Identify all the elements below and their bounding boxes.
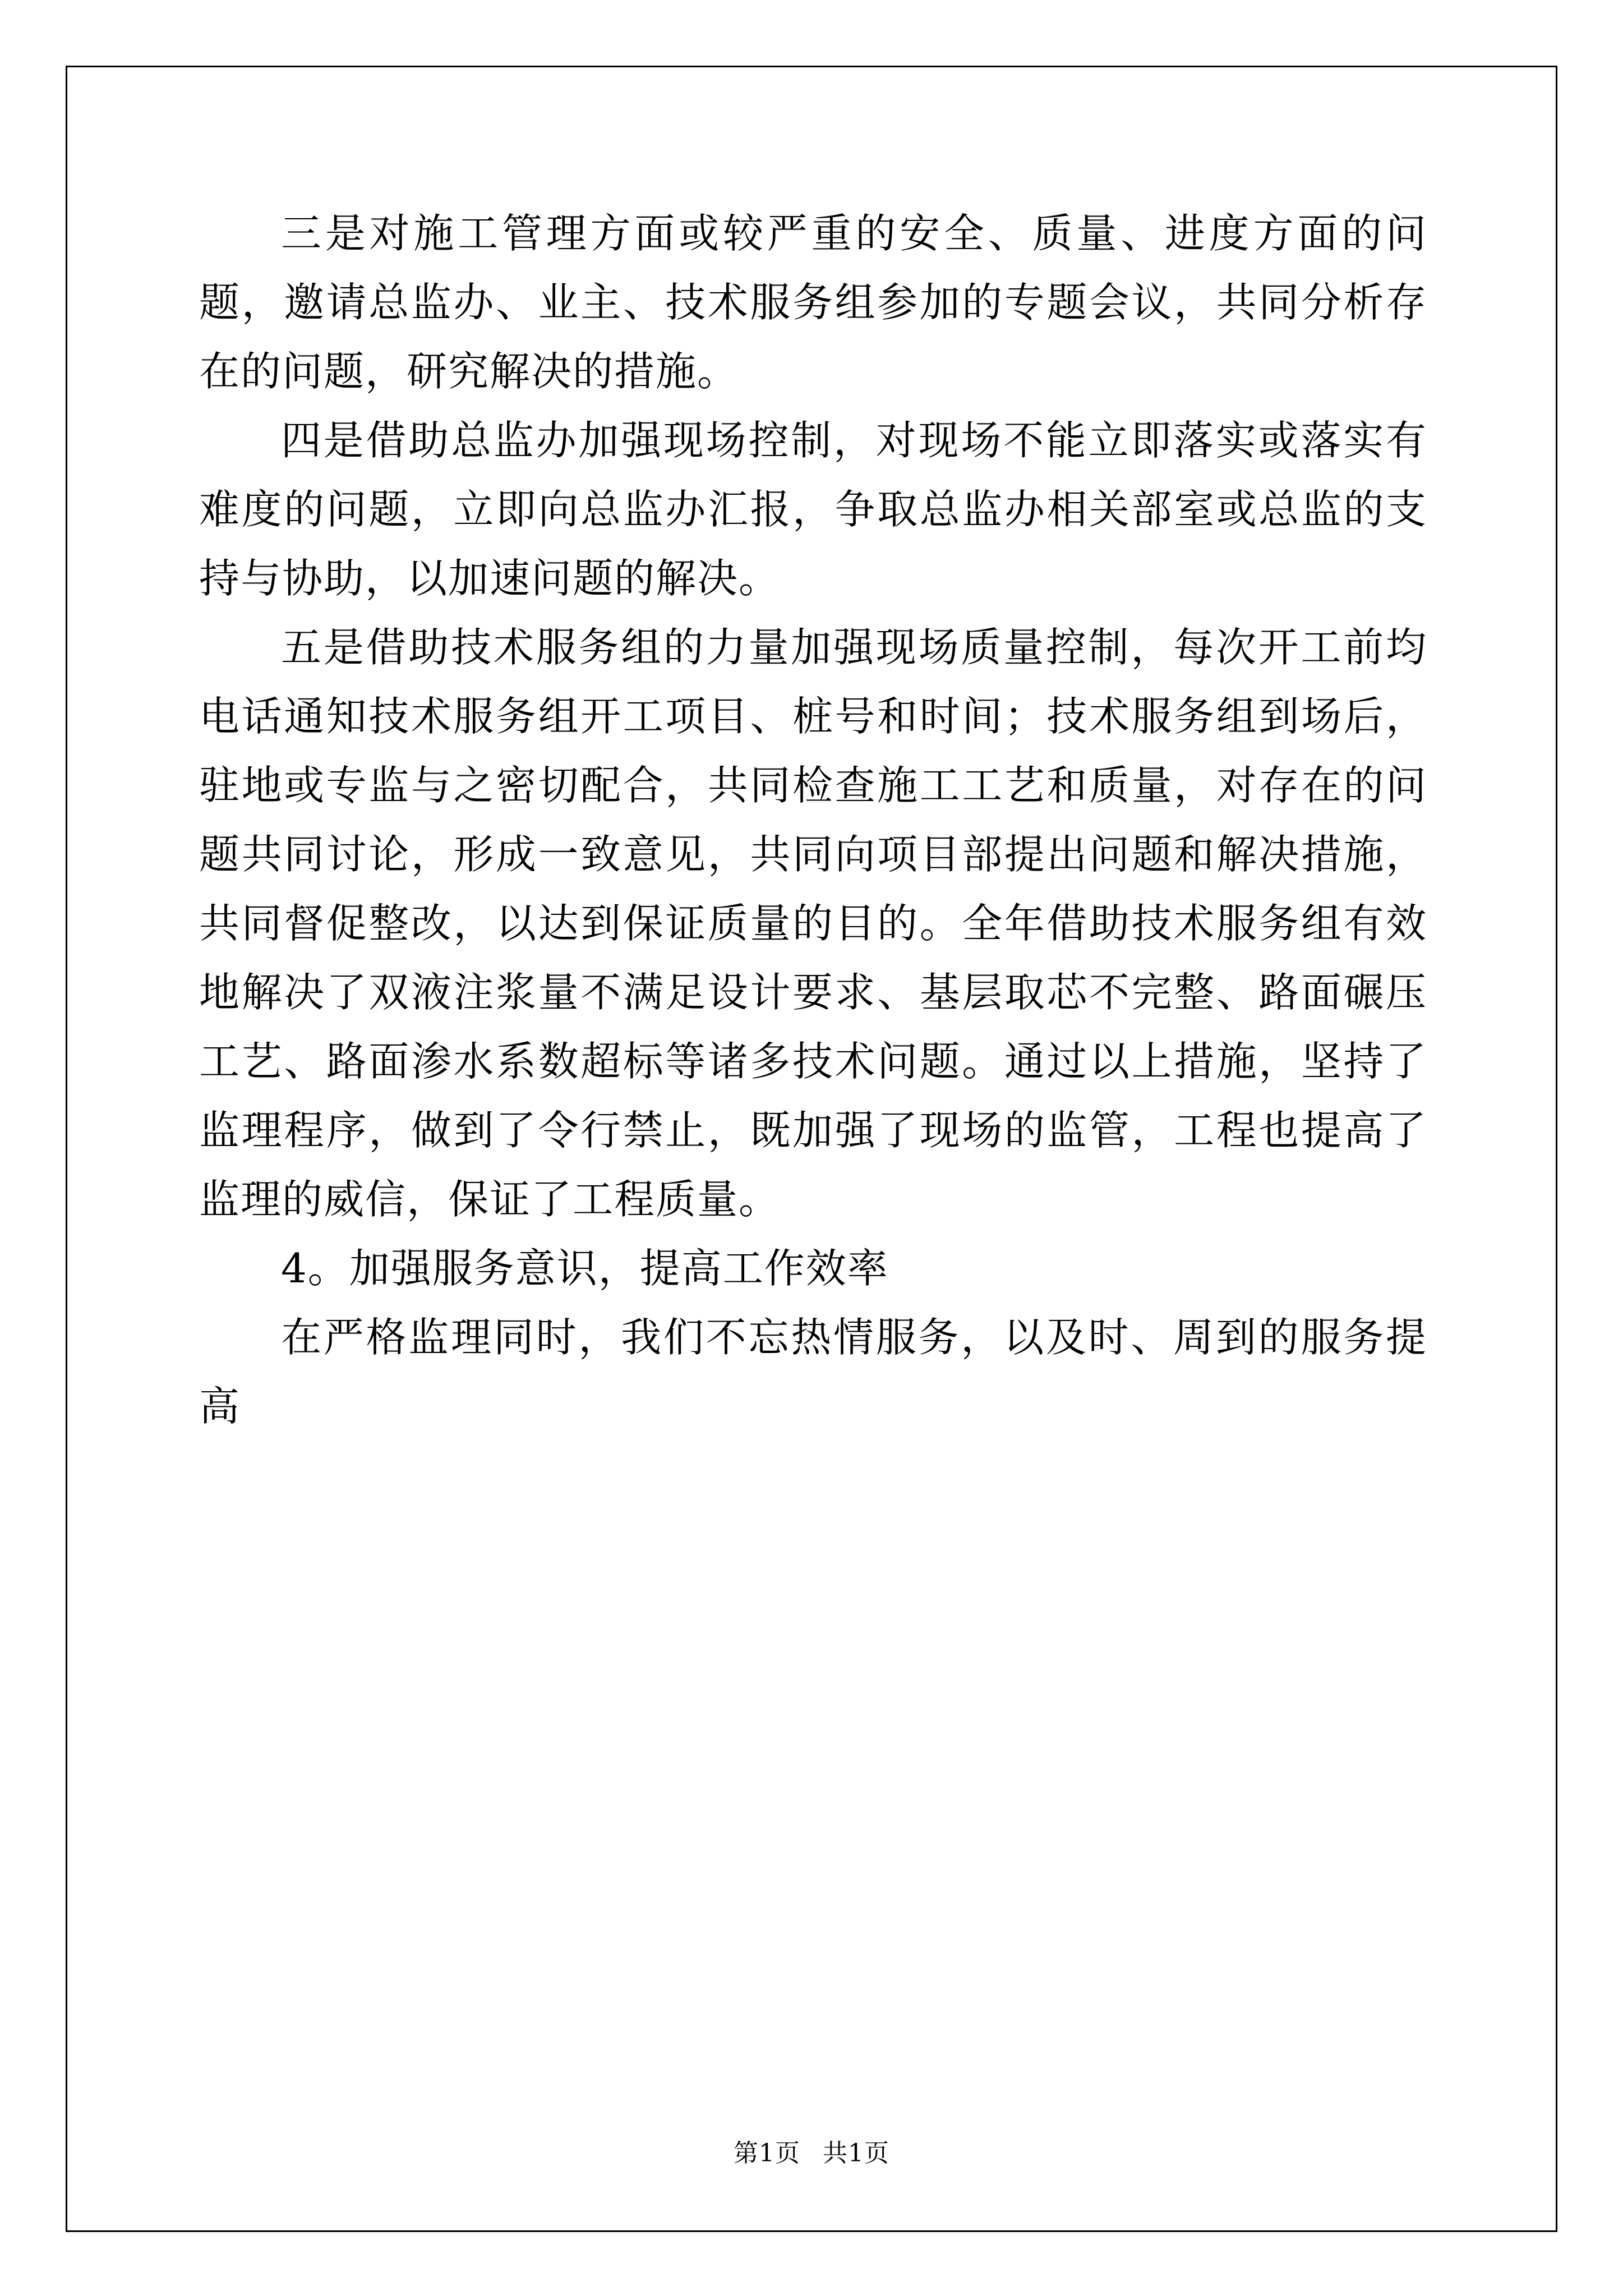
paragraph-2: 四是借助总监办加强现场控制，对现场不能立即落实或落实有难度的问题，立即向总监办汇报，争取总监办相关部室或总监的支持与协助，以加速问题的解决。 — [199, 417, 1427, 602]
page-number: 第1页 — [734, 2139, 800, 2168]
section-heading: 4。加强服务意识，提高工作效率 — [281, 1245, 889, 1292]
paragraph-1: 三是对施工管理方面或较严重的安全、质量、进度方面的问题，邀请总监办、业主、技术服务组参加的专题会议，共同分析存在的问题，研究解决的措施。 — [199, 210, 1427, 395]
paragraph-3: 五是借助技术服务组的力量加强现场质量控制，每次开工前均电话通知技术服务组开工项目、桩号和时间；技术服务组到场后，驻地或专监与之密切配合，共同检查施工工艺和质量，对存在的问题共同讨论，形成一致意见，共同向项目部提出问题和解决措施，共同督促整改，以达到保证质量的目的。全年借助技术服务组有效地解决了双液注浆量不满足设计要求、基层取芯不完整、路面碾压工艺、路面渗水系数超标等诸多技术问题。通过以上措施，坚持了监理程序，做到了令行禁止，既加强了现场的监管，工程也提高了监理的威信，保证了工程质量。 — [199, 624, 1427, 1223]
paragraph-4: 在严格监理同时，我们不忘热情服务，以及时、周到的服务提高 — [199, 1314, 1427, 1430]
page-footer — [0, 2133, 1623, 2169]
document-body — [199, 199, 1427, 1441]
page-total: 共1页 — [823, 2139, 889, 2168]
